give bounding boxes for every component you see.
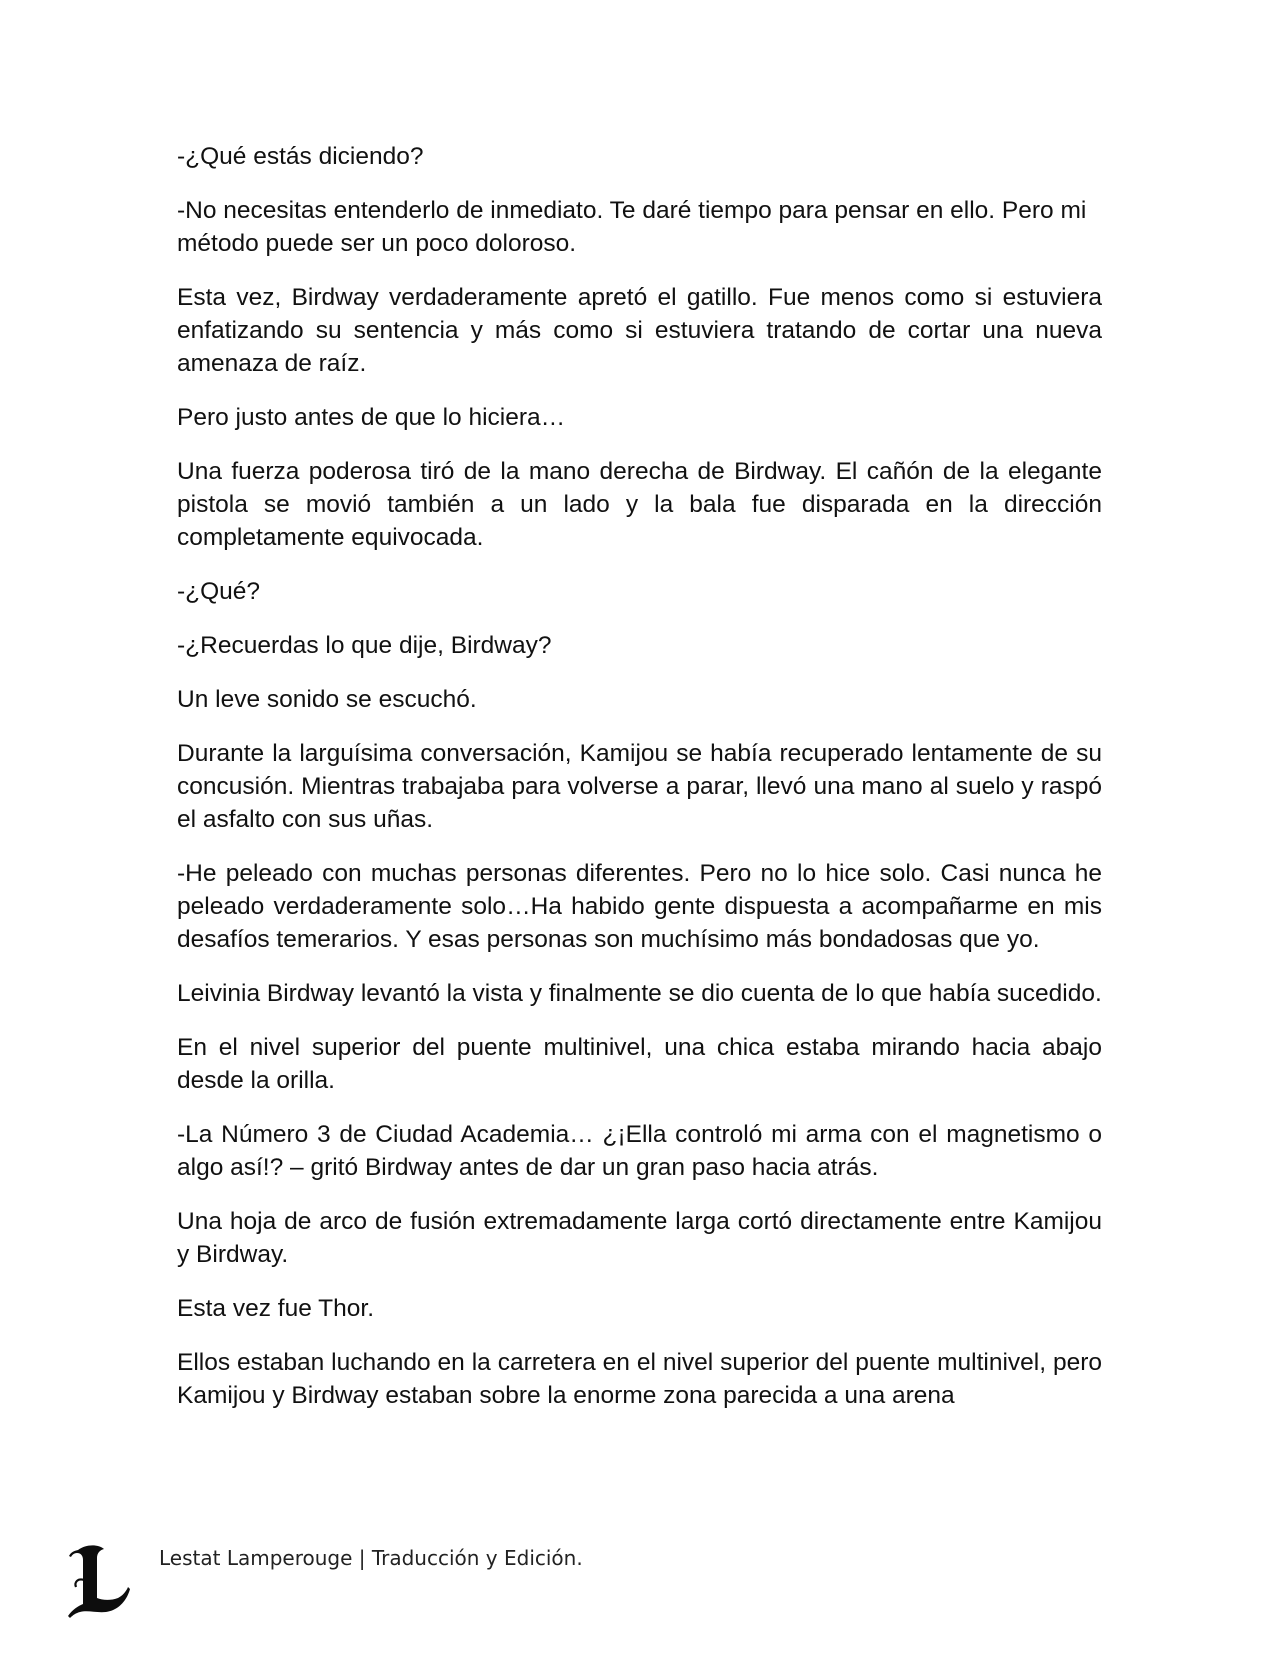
paragraph: -La Número 3 de Ciudad Academia… ¿¡Ella controló mi arma con el magnetismo o algo así!? – gritó Birdway antes de dar un gran paso hacia atrás. [177, 1121, 1102, 1181]
paragraph: -¿Recuerdas lo que dije, Birdway? [177, 632, 552, 659]
footer-credit: Lestat Lamperouge | Traducción y Edición. [159, 1546, 583, 1570]
paragraph: Leivinia Birdway levantó la vista y finalmente se dio cuenta de lo que había sucedido. [177, 980, 1102, 1007]
paragraph: Durante la larguísima conversación, Kamijou se había recuperado lentamente de su concusión. Mientras trabajaba para volverse a parar, llevó una mano al suelo y raspó el asfalto con sus uñas. [177, 740, 1102, 833]
page-footer [64, 1540, 764, 1620]
paragraph: -¿Qué estás diciendo? [177, 143, 424, 170]
paragraph: -¿Qué? [177, 578, 261, 605]
paragraph: Un leve sonido se escuchó. [177, 686, 477, 713]
paragraph: Una hoja de arco de fusión extremadamente larga cortó directamente entre Kamijou y Birdway. [177, 1208, 1102, 1268]
page-body [177, 140, 1102, 1433]
paragraph: Esta vez, Birdway verdaderamente apretó el gatillo. Fue menos como si estuviera enfatizando su sentencia y más como si estuviera tratando de cortar una nueva amenaza de raíz. [177, 284, 1102, 377]
paragraph: Una fuerza poderosa tiró de la mano derecha de Birdway. El cañón de la elegante pistola se movió también a un lado y la bala fue disparada en la dirección completamente equivocada. [177, 458, 1102, 551]
paragraph: -No necesitas entenderlo de inmediato. Te daré tiempo para pensar en ello. Pero mi método puede ser un poco doloroso. [177, 197, 1087, 257]
paragraph: Esta vez fue Thor. [177, 1295, 375, 1322]
gothic-l-logo-icon [64, 1540, 134, 1620]
paragraph: En el nivel superior del puente multinivel, una chica estaba mirando hacia abajo desde la orilla. [177, 1034, 1102, 1094]
paragraph: -He peleado con muchas personas diferentes. Pero no lo hice solo. Casi nunca he peleado verdaderamente solo…Ha habido gente dispuesta a acompañarme en mis desafíos temerarios. Y esas personas son muchísimo más bondadosas que yo. [177, 860, 1102, 953]
paragraph: Pero justo antes de que lo hiciera… [177, 404, 566, 431]
paragraph: Ellos estaban luchando en la carretera en el nivel superior del puente multinivel, pero Kamijou y Birdway estaban sobre la enorme zona parecida a una arena [177, 1349, 1102, 1409]
